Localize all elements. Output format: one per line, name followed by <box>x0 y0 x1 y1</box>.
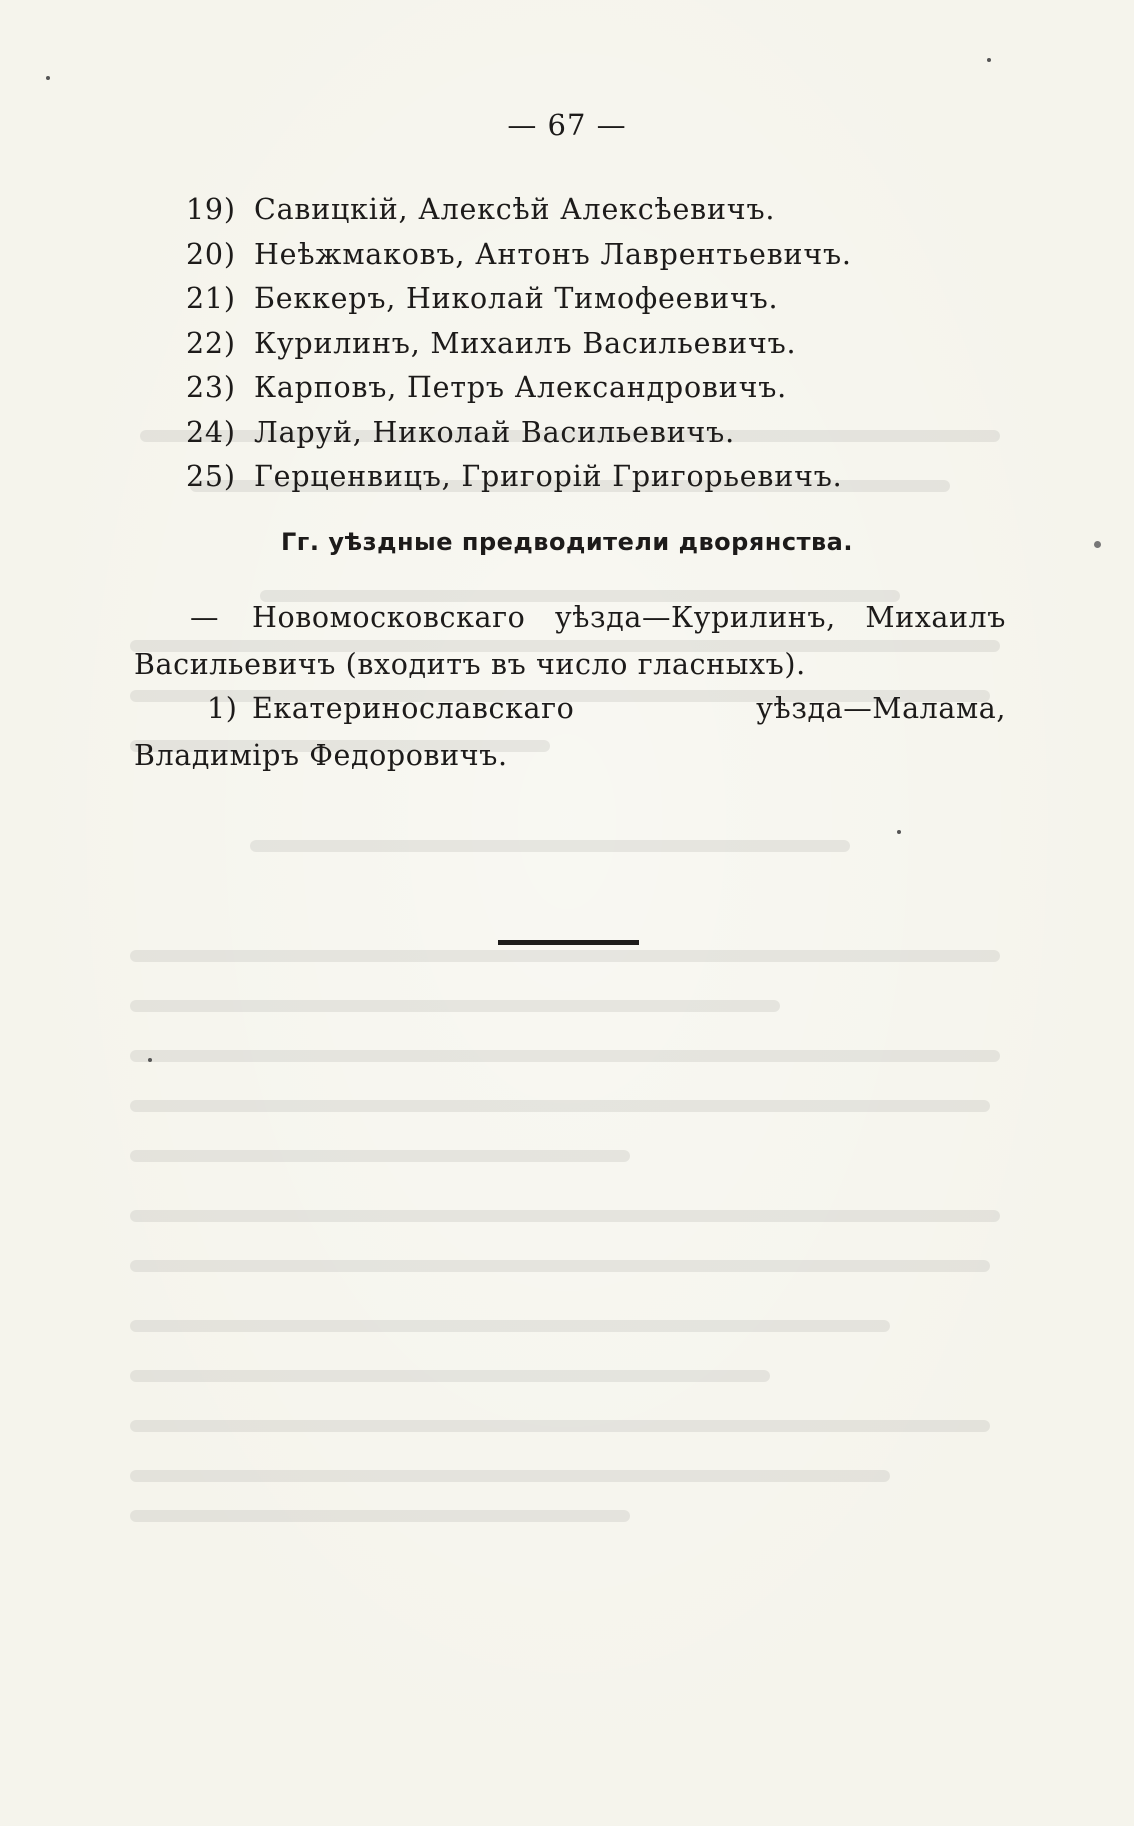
list-item <box>186 188 1046 233</box>
ghost-line <box>130 1050 1000 1062</box>
members-list <box>186 188 1046 500</box>
paper-speck <box>1094 541 1101 548</box>
marshal-entry <box>134 685 1006 779</box>
entry-number: 1) <box>207 692 238 725</box>
ghost-line <box>130 1510 630 1522</box>
ghost-line <box>130 1000 780 1012</box>
paper-speck <box>148 1058 152 1062</box>
paper-speck <box>897 830 901 834</box>
member-name: Неѣжмаковъ, Антонъ Лаврентьевичъ. <box>254 237 852 271</box>
show-through-background <box>130 410 1010 1540</box>
item-number: 25) <box>186 460 236 493</box>
ghost-line <box>130 1260 990 1272</box>
ghost-line <box>130 1100 990 1112</box>
entry-dash: — <box>190 601 220 634</box>
item-number: 23) <box>186 371 236 404</box>
ghost-line <box>130 1470 890 1482</box>
item-number: 19) <box>186 193 236 226</box>
member-name: Карповъ, Петръ Александровичъ. <box>254 371 788 404</box>
member-name: Курилинъ, Михаилъ Васильевичъ. <box>254 326 797 360</box>
list-item <box>186 277 1046 322</box>
member-name: Савицкій, Алексѣй Алексѣевичъ. <box>254 193 776 226</box>
list-item <box>186 233 1046 278</box>
list-item <box>186 411 1046 456</box>
page-number: — 67 — <box>507 108 627 142</box>
paper-speck <box>987 58 991 62</box>
item-number: 24) <box>186 415 236 449</box>
ghost-line <box>130 1210 1000 1222</box>
ghost-line <box>130 1320 890 1332</box>
item-number: 21) <box>186 282 236 315</box>
ghost-line <box>130 1150 630 1162</box>
ghost-line <box>130 1370 770 1382</box>
member-name: Герценвицъ, Григорій Григорьевичъ. <box>254 460 843 493</box>
item-number: 22) <box>186 326 236 360</box>
list-item <box>186 366 1046 411</box>
item-number: 20) <box>186 237 236 271</box>
entry-text: Новомосковскаго уѣзда—Курилинъ, Михаилъ Васильевичъ (входитъ въ число гласныхъ). <box>134 601 1006 681</box>
list-item <box>186 322 1046 367</box>
closing-rule <box>498 940 639 945</box>
marshal-entry <box>134 594 1006 688</box>
ghost-line <box>130 950 1000 962</box>
member-name: Беккеръ, Николай Тимофеевичъ. <box>254 282 779 315</box>
ghost-line <box>130 1420 990 1432</box>
entry-text: Екатеринославскаго уѣзда—Малама, Владиміръ Федоровичъ. <box>134 692 1006 772</box>
paper-speck <box>46 76 50 80</box>
section-heading: Гг. уѣздные предводители дворянства. <box>281 528 853 556</box>
member-name: Ларуй, Николай Васильевичъ. <box>254 415 735 449</box>
ghost-line <box>250 840 850 852</box>
list-item <box>186 455 1046 500</box>
